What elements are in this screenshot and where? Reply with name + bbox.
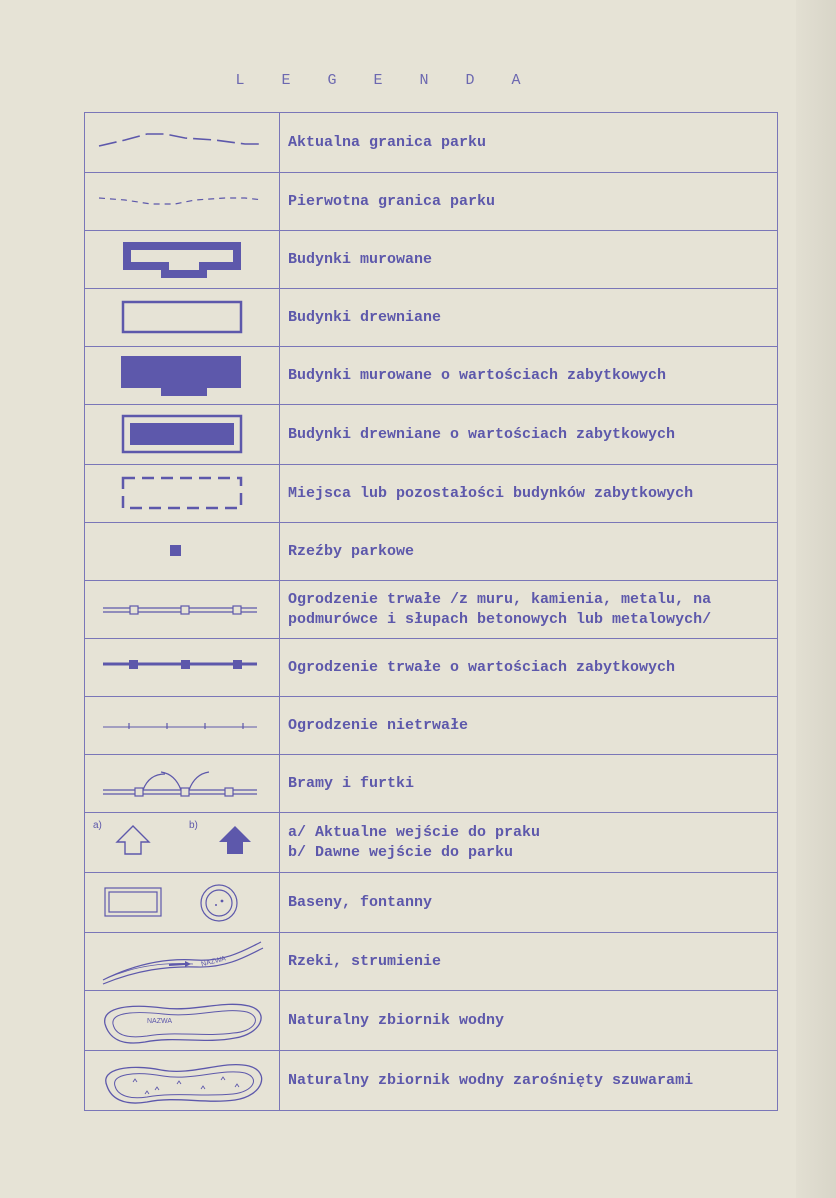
legend-text: Baseny, fontanny [280,873,778,933]
river-icon [85,933,280,991]
river-label: NAZWA [200,954,227,968]
legend-row [85,755,778,813]
paper-edge [796,0,836,1198]
fine-dashed-line-icon [85,173,280,231]
legend-text-line: Ogrodzenie trwałe /z muru, kamienia, metalu, na [288,590,712,608]
legend-text: Budynki murowane [280,231,778,289]
brick-building-outline-icon [85,231,280,289]
legend-text-line: a/ Aktualne wejście do praku [288,823,541,841]
pool-fountain-icon [85,873,280,933]
legend-row [85,581,778,639]
legend-text: Budynki drewniane [280,289,778,347]
reedy-pond-icon [85,1051,280,1111]
legend-row [85,933,778,991]
gate-icon [85,755,280,813]
legend-text-line: podmurówce i słupach betonowych lub metalowych/ [288,610,712,628]
legend-text: Ogrodzenie nietrwałe [280,697,778,755]
legend-text [280,581,778,639]
legend-text: Rzeźby parkowe [280,523,778,581]
legend-row [85,289,778,347]
legend-text: Pierwotna granica parku [280,173,778,231]
legend-text: Miejsca lub pozostałości budynków zabytkowych [280,465,778,523]
dashed-rectangle-icon [85,465,280,523]
permanent-fence-icon [85,581,280,639]
pond-icon [85,991,280,1051]
legend-text [280,813,778,873]
legend-text: Bramy i furtki [280,755,778,813]
historic-fence-icon [85,639,280,697]
legend-text: Ogrodzenie trwałe o wartościach zabytkowych [280,639,778,697]
legend-text: Aktualna granica parku [280,113,778,173]
legend-row [85,991,778,1051]
legend-row [85,523,778,581]
solid-dashed-line-icon [85,113,280,173]
legend-text: Rzeki, strumienie [280,933,778,991]
legend-text: Budynki drewniane o wartościach zabytkowych [280,405,778,465]
legend-text: Budynki murowane o wartościach zabytkowych [280,347,778,405]
legend-row [85,347,778,405]
legend-row [85,173,778,231]
label-a: a) [93,819,102,831]
small-square-icon [85,523,280,581]
legend-row [85,231,778,289]
legend-row [85,873,778,933]
legend-text: Naturalny zbiornik wodny zarośnięty szuwarami [280,1051,778,1111]
legend-row [85,1051,778,1111]
legend-text-line: b/ Dawne wejście do parku [288,843,514,861]
legend-row [85,639,778,697]
filled-wooden-building-icon [85,405,280,465]
legend-row [85,113,778,173]
legend-row [85,465,778,523]
legend-row [85,697,778,755]
wooden-building-outline-icon [85,289,280,347]
legend-text: Naturalny zbiornik wodny [280,991,778,1051]
filled-brick-building-icon [85,347,280,405]
page-title: L E G E N D A [235,72,535,89]
legend-row [85,405,778,465]
legend-table [84,112,778,1111]
temporary-fence-icon [85,697,280,755]
label-b: b) [189,819,198,831]
pond-label: NAZWA [147,1017,173,1025]
entrance-arrows-icon [85,813,280,873]
legend-row [85,813,778,873]
